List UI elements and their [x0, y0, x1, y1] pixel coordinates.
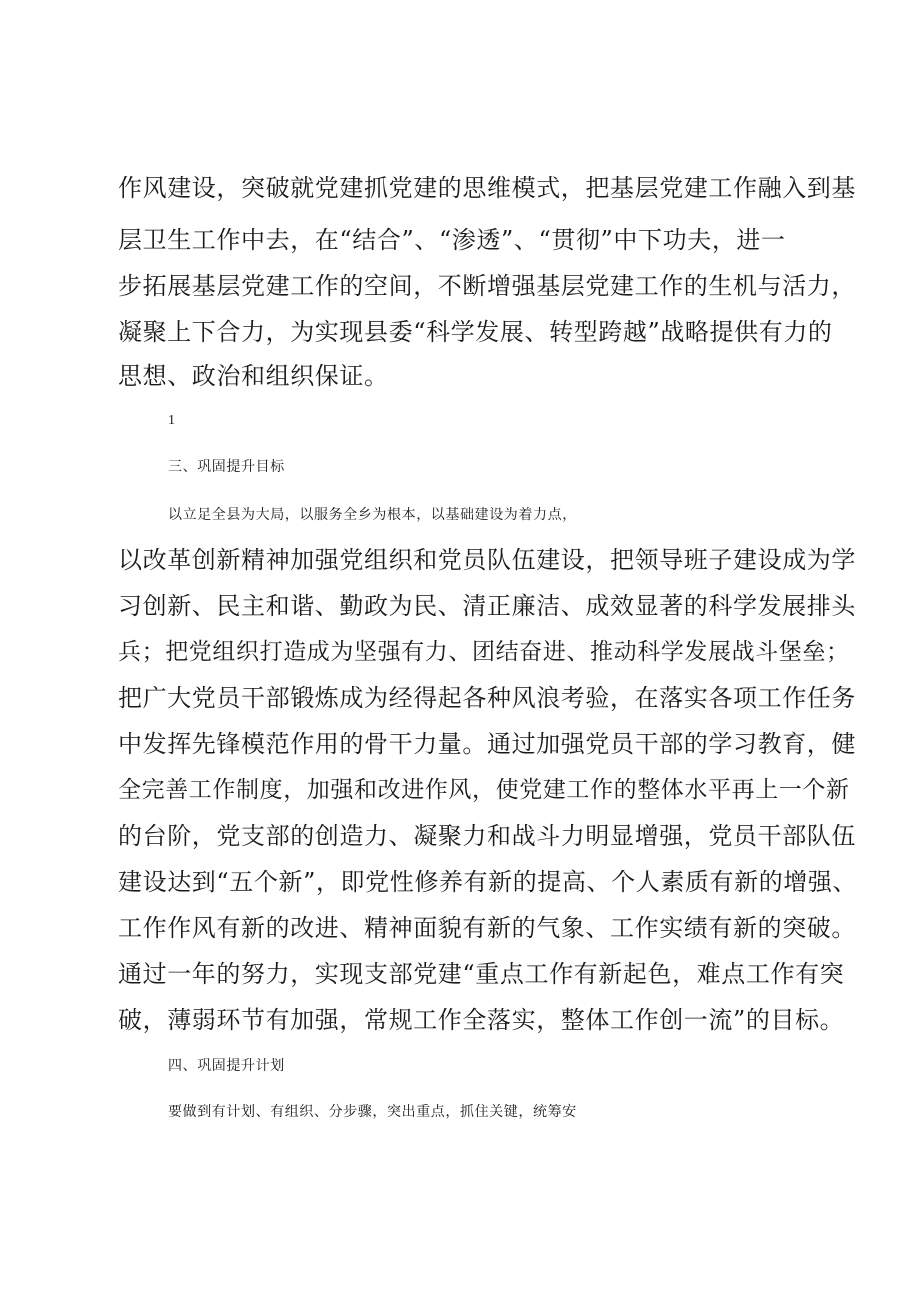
- paragraph-line: 兵；把党组织打造成为坚强有力、团结奋进、推动科学发展战斗堡垒；: [118, 639, 850, 665]
- section-heading: 四、巩固提升计划: [168, 1058, 285, 1074]
- paragraph-line: 全完善工作制度，加强和改进作风，使党建工作的整体水平再上一个新: [118, 777, 850, 803]
- paragraph-line: 以改革创新精神加强党组织和党员队伍建设，把领导班子建设成为学: [118, 546, 856, 574]
- paragraph-line: 思想、政治和组织保证。: [118, 362, 389, 390]
- paragraph-line: 建设达到“五个新”，即党性修养有新的提高、个人素质有新的增强、: [118, 868, 858, 896]
- paragraph-line: 习创新、民主和谐、勤政为民、清正廉洁、成效显著的科学发展排头: [118, 592, 856, 620]
- paragraph-line: 层卫生工作中去，在“结合”、“渗透”、“贯彻”中下功夫，进一: [118, 226, 786, 254]
- paragraph-line: 作风建设，突破就党建抓党建的思维模式，把基层党建工作融入到基: [118, 174, 856, 202]
- paragraph-line: 通过一年的努力，实现支部党建“重点工作有新起色，难点工作有突: [118, 960, 845, 988]
- paragraph-line: 中发挥先锋模范作用的骨干力量。通过加强党员干部的学习教育，健: [118, 730, 856, 758]
- paragraph-line: 把广大党员干部锻炼成为经得起各种风浪考验，在落实各项工作任务: [118, 684, 856, 712]
- paragraph-line: 步拓展基层党建工作的空间，不断增强基层党建工作的生机与活力，: [118, 272, 856, 300]
- paragraph-line: 以立足全县为大局，以服务全乡为根本，以基础建设为着力点，: [168, 507, 577, 523]
- paragraph-line: 工作作风有新的改进、精神面貌有新的气象、工作实绩有新的突破。: [118, 914, 856, 942]
- section-heading: 三、巩固提升目标: [168, 459, 285, 475]
- paragraph-line: 凝聚上下合力，为实现县委“科学发展、转型跨越”战略提供有力的: [118, 318, 833, 346]
- paragraph-line: 的台阶，党支部的创造力、凝聚力和战斗力明显增强，党员干部队伍: [118, 822, 856, 850]
- page-number: 1: [168, 413, 176, 428]
- paragraph-line: 破，薄弱环节有加强，常规工作全落实，整体工作创一流”的目标。: [118, 1006, 845, 1034]
- paragraph-line: 要做到有计划、有组织、分步骤，突出重点，抓住关键，统筹安: [168, 1104, 577, 1120]
